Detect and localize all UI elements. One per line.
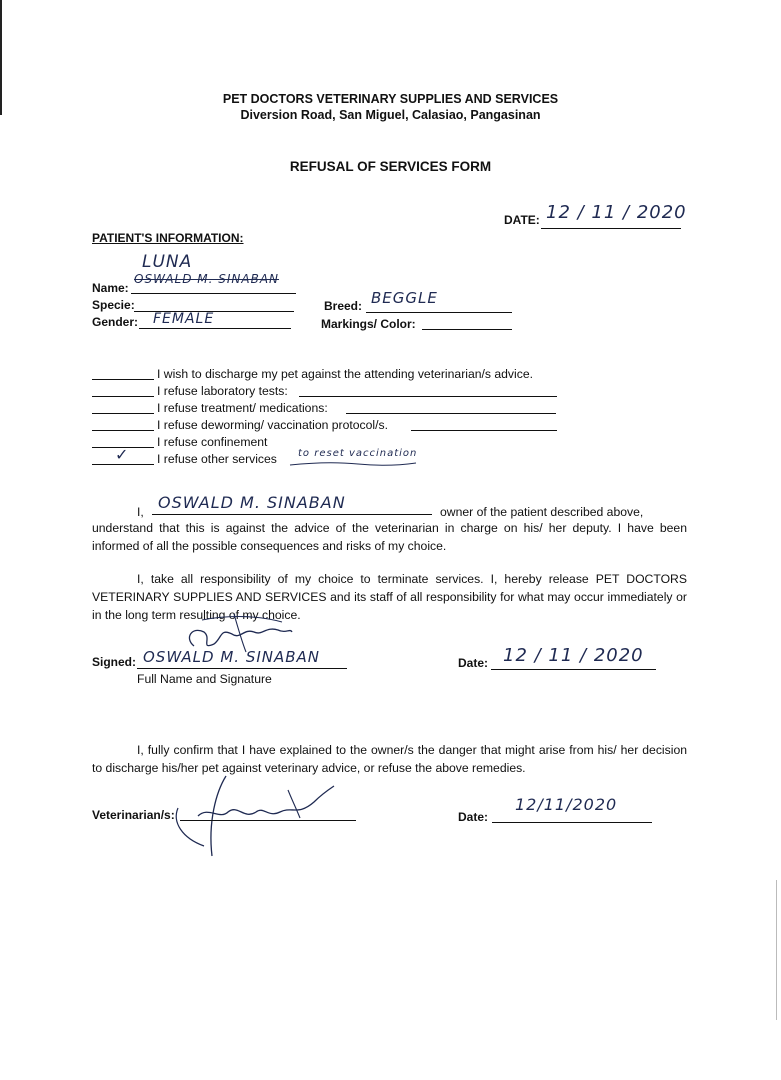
date-label: DATE: [504,213,540,227]
gender-value[interactable]: FEMALE [153,311,215,327]
vet-date-line [492,822,652,823]
specie-label: Specie: [92,298,135,312]
markings-label: Markings/ Color: [321,317,416,331]
option-4-detail-line [411,430,557,431]
option-1-blank[interactable] [92,379,154,380]
option-3-detail-line [346,413,556,414]
markings-line [422,329,512,330]
signed-line [137,668,347,669]
option-4-text: I refuse deworming/ vaccination protocol/s. [157,418,388,432]
form-title: REFUSAL OF SERVICES FORM [289,159,492,174]
option-6-check[interactable]: ✓ [115,445,130,464]
date-line [541,228,681,229]
option-5-text: I refuse confinement [157,435,268,449]
vet-date-label: Date: [458,810,489,824]
option-6-text: I refuse other services [157,452,277,466]
breed-line [366,312,512,313]
option-6-note-underline [288,455,418,469]
statement1-body: understand that this is against the advice of the veterinarian in charge on his/ her deputy. I have been informed of all the possible consequences and risks of my choice. [92,521,687,553]
option-6-blank[interactable] [92,464,154,465]
clinic-name: PET DOCTORS VETERINARY SUPPLIES AND SERVICES [222,92,559,106]
signed-caption: Full Name and Signature [137,672,272,686]
vet-label: Veterinarian/s: [92,808,175,822]
date-value[interactable]: 12 / 11 / 2020 [546,202,687,223]
option-1-text: I wish to discharge my pet against the attending veterinarian/s advice. [157,367,533,381]
gender-label: Gender: [92,315,139,329]
patient-section-title: PATIENT'S INFORMATION: [92,231,244,245]
statement1-prefix: I, [137,505,144,519]
option-4-blank[interactable] [92,430,154,431]
option-3-text: I refuse treatment/ medications: [157,401,328,415]
patient-name-value[interactable]: LUNA [142,252,193,272]
name-label: Name: [92,281,129,295]
clinic-address: Diversion Road, San Miguel, Calasiao, Pangasinan [240,108,541,122]
signed-date-label: Date: [458,656,489,670]
scan-edge-right [776,880,777,1020]
vet-line [180,820,356,821]
signed-date-line [491,669,656,670]
option-2-text: I refuse laboratory tests: [157,384,288,398]
signed-label: Signed: [92,655,136,669]
option-6-note[interactable]: to reset vaccination [298,448,418,459]
breed-label: Breed: [324,299,363,313]
signed-name-value[interactable]: OSWALD M. SINABAN [143,648,321,666]
option-3-blank[interactable] [92,413,154,414]
option-2-blank[interactable] [92,396,154,397]
owner-name-line [152,514,432,515]
struck-name: OSWALD M. SINABAN [134,272,280,286]
signed-date-value[interactable]: 12 / 11 / 2020 [503,645,644,666]
owner-name-value[interactable]: OSWALD M. SINABAN [158,493,346,512]
statement2: I, take all responsibility of my choice to terminate services. I, hereby release PET DOCTORS VETERINARY SUPPLIES AND SERVICES and its staff of all responsibility for what may occur immediately or in the long term resulting of my choice. [92,572,687,622]
vet-date-value[interactable]: 12/11/2020 [515,795,618,814]
statement1-suffix: owner of the patient described above, [440,505,644,519]
breed-value[interactable]: BEGGLE [371,289,438,307]
name-line [131,293,296,294]
gender-line [139,328,291,329]
statement3: I, fully confirm that I have explained to the owner/s the danger that might arise from his/ her decision to discharge his/her pet against veterinary advice, or refuse the above remedies. [92,743,687,775]
vet-signature [168,772,338,862]
option-2-detail-line [299,396,557,397]
